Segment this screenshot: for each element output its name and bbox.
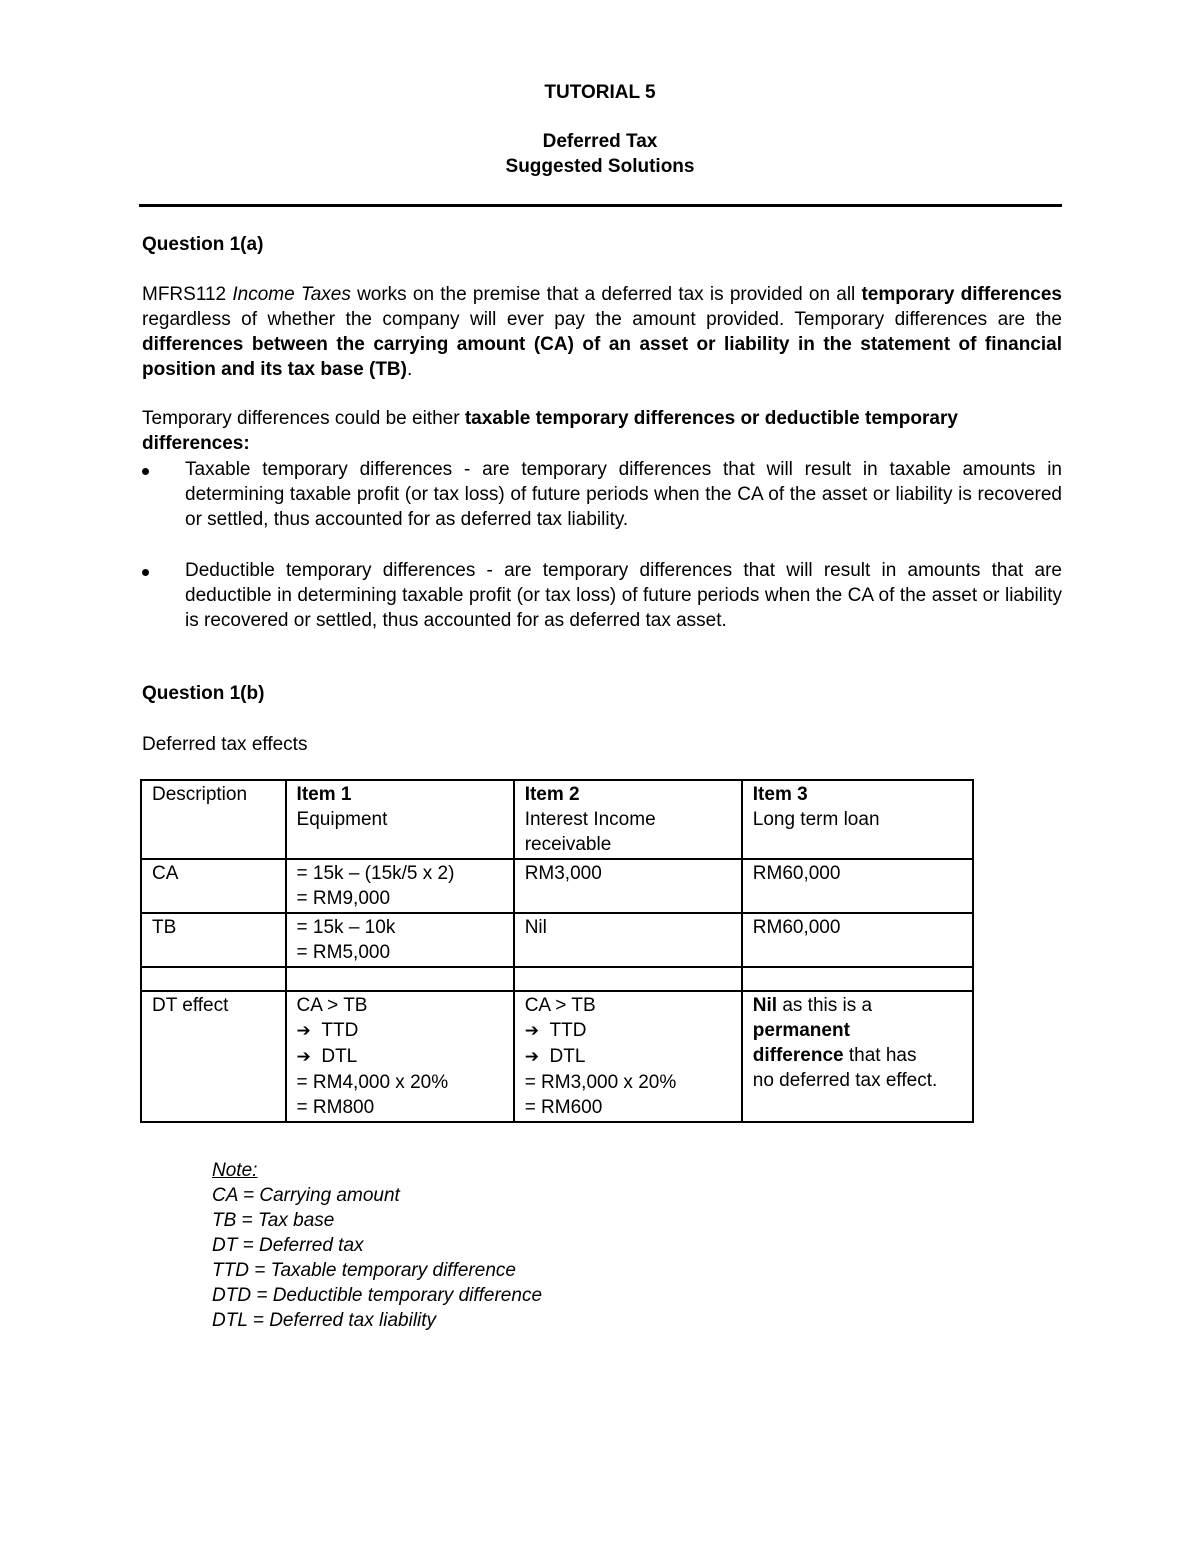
empty-cell bbox=[141, 967, 286, 991]
dt-item-3-text-3: no deferred tax effect. bbox=[752, 1070, 938, 1091]
header-description: Description bbox=[141, 780, 286, 859]
bullet-text-taxable: Taxable temporary differences - are temporary differences that will result in taxable amounts in determining taxable profit (or tax loss) of future periods when the CA of the asset or liability is recovered or settled, thus accounted for as deferred tax liability. bbox=[185, 459, 1062, 530]
note-line: CA = Carrying amount bbox=[212, 1185, 400, 1206]
header-divider bbox=[139, 204, 1062, 207]
note-heading: Note: bbox=[212, 1160, 258, 1181]
question-1a-paragraph-2 bbox=[142, 406, 1062, 456]
dt-item-1 bbox=[286, 991, 514, 1122]
dt-item-1-line-4: = RM4,000 x 20% bbox=[296, 1072, 449, 1093]
tb-item-1-line-2: = RM5,000 bbox=[296, 942, 391, 963]
doc-title: TUTORIAL 5 bbox=[544, 82, 656, 103]
question-1b-lead: Deferred tax effects bbox=[142, 734, 308, 755]
tb-item-2: Nil bbox=[514, 913, 742, 967]
dt-item-1-line-5: = RM800 bbox=[296, 1097, 375, 1118]
note-line: TTD = Taxable temporary difference bbox=[212, 1260, 516, 1281]
table-row-ca bbox=[141, 859, 973, 913]
ca-label: CA bbox=[141, 859, 286, 913]
note-line: DTL = Deferred tax liability bbox=[212, 1310, 437, 1331]
empty-cell bbox=[742, 967, 973, 991]
item-2-title: Item 2 bbox=[524, 784, 580, 805]
abbreviation-note bbox=[212, 1158, 542, 1333]
empty-cell bbox=[286, 967, 514, 991]
dt-item-1-line-3: DTL bbox=[321, 1046, 358, 1067]
p1-text-2: works on the premise that a deferred tax is provided on all bbox=[350, 284, 862, 305]
header-item-1 bbox=[286, 780, 514, 859]
bullet-list-deductible bbox=[142, 558, 1062, 633]
deferred-tax-table bbox=[140, 779, 974, 1123]
ca-item-1-line-2: = RM9,000 bbox=[296, 888, 391, 909]
ca-item-2: RM3,000 bbox=[514, 859, 742, 913]
ca-item-1 bbox=[286, 859, 514, 913]
dt-item-2-line-2: TTD bbox=[549, 1020, 587, 1041]
note-line: DT = Deferred tax bbox=[212, 1235, 364, 1256]
question-1a-heading: Question 1(a) bbox=[142, 234, 264, 255]
empty-cell bbox=[514, 967, 742, 991]
arrow-right-icon: ➔ bbox=[296, 1021, 311, 1041]
p1-bold-temporary-differences: temporary differences bbox=[861, 284, 1062, 305]
item-2-subtitle-2: receivable bbox=[524, 834, 612, 855]
list-item bbox=[142, 558, 1062, 633]
dt-item-3-bold-permanent: permanent bbox=[752, 1020, 850, 1041]
dt-item-3-bold-difference: difference bbox=[752, 1045, 844, 1066]
note-line: DTD = Deductible temporary difference bbox=[212, 1285, 543, 1306]
p1-text-1: MFRS112 bbox=[142, 284, 233, 305]
p1-standard-title: Income Taxes bbox=[232, 284, 351, 305]
p2-bold-types: taxable temporary differences or deductible temporary differences: bbox=[142, 408, 958, 454]
dt-item-2-line-5: = RM600 bbox=[524, 1097, 603, 1118]
dt-item-1-line-1: CA > TB bbox=[296, 995, 368, 1016]
doc-subtitle-topic: Deferred Tax bbox=[542, 131, 658, 152]
dt-item-2 bbox=[514, 991, 742, 1122]
bullet-icon bbox=[142, 569, 149, 576]
item-3-subtitle: Long term loan bbox=[752, 809, 880, 830]
doc-subtitle-solutions: Suggested Solutions bbox=[505, 156, 695, 177]
dt-item-1-line-2: TTD bbox=[321, 1020, 359, 1041]
arrow-right-icon: ➔ bbox=[296, 1047, 311, 1067]
dt-item-3-text-1: as this is a bbox=[777, 995, 873, 1016]
p1-text-3: regardless of whether the company will ever pay the amount provided. Temporary differences are the bbox=[142, 309, 1062, 330]
tb-label: TB bbox=[141, 913, 286, 967]
item-2-subtitle-1: Interest Income bbox=[524, 809, 656, 830]
table-row-tb bbox=[141, 913, 973, 967]
bullet-list-taxable bbox=[142, 457, 1062, 532]
bullet-icon bbox=[142, 468, 149, 475]
item-1-subtitle: Equipment bbox=[296, 809, 388, 830]
dt-item-3-text-2: that has bbox=[843, 1045, 917, 1066]
dt-item-3 bbox=[742, 991, 973, 1122]
dt-label: DT effect bbox=[141, 991, 286, 1122]
arrow-right-icon: ➔ bbox=[524, 1047, 539, 1067]
table-row-empty bbox=[141, 967, 973, 991]
ca-item-3: RM60,000 bbox=[742, 859, 973, 913]
header-item-3 bbox=[742, 780, 973, 859]
p2-text-1: Temporary differences could be either bbox=[142, 408, 465, 429]
tb-item-3: RM60,000 bbox=[742, 913, 973, 967]
question-1a-paragraph-1 bbox=[142, 282, 1062, 382]
bullet-text-deductible: Deductible temporary differences - are temporary differences that will result in amounts that are deductible in determining taxable profit (or tax loss) of future periods when the CA of the asset or liability is recovered or settled, thus accounted for as deferred tax asset. bbox=[185, 560, 1062, 631]
arrow-right-icon: ➔ bbox=[524, 1021, 539, 1041]
item-3-title: Item 3 bbox=[752, 784, 808, 805]
table-row-dt-effect bbox=[141, 991, 973, 1122]
note-line: TB = Tax base bbox=[212, 1210, 335, 1231]
p1-bold-definition: differences between the carrying amount (CA) of an asset or liability in the statement of financial position and its tax base (TB) bbox=[142, 334, 1062, 380]
dt-item-2-line-3: DTL bbox=[549, 1046, 586, 1067]
dt-item-3-bold-nil: Nil bbox=[752, 995, 778, 1016]
dt-item-2-line-4: = RM3,000 x 20% bbox=[524, 1072, 677, 1093]
table-row-header bbox=[141, 780, 973, 859]
question-1b-heading: Question 1(b) bbox=[142, 683, 265, 704]
list-item bbox=[142, 457, 1062, 532]
tb-item-1 bbox=[286, 913, 514, 967]
dt-item-2-line-1: CA > TB bbox=[524, 995, 596, 1016]
tb-item-1-line-1: = 15k – 10k bbox=[296, 917, 396, 938]
item-1-title: Item 1 bbox=[296, 784, 352, 805]
ca-item-1-line-1: = 15k – (15k/5 x 2) bbox=[296, 863, 455, 884]
p1-text-4: . bbox=[406, 359, 413, 380]
header-item-2 bbox=[514, 780, 742, 859]
